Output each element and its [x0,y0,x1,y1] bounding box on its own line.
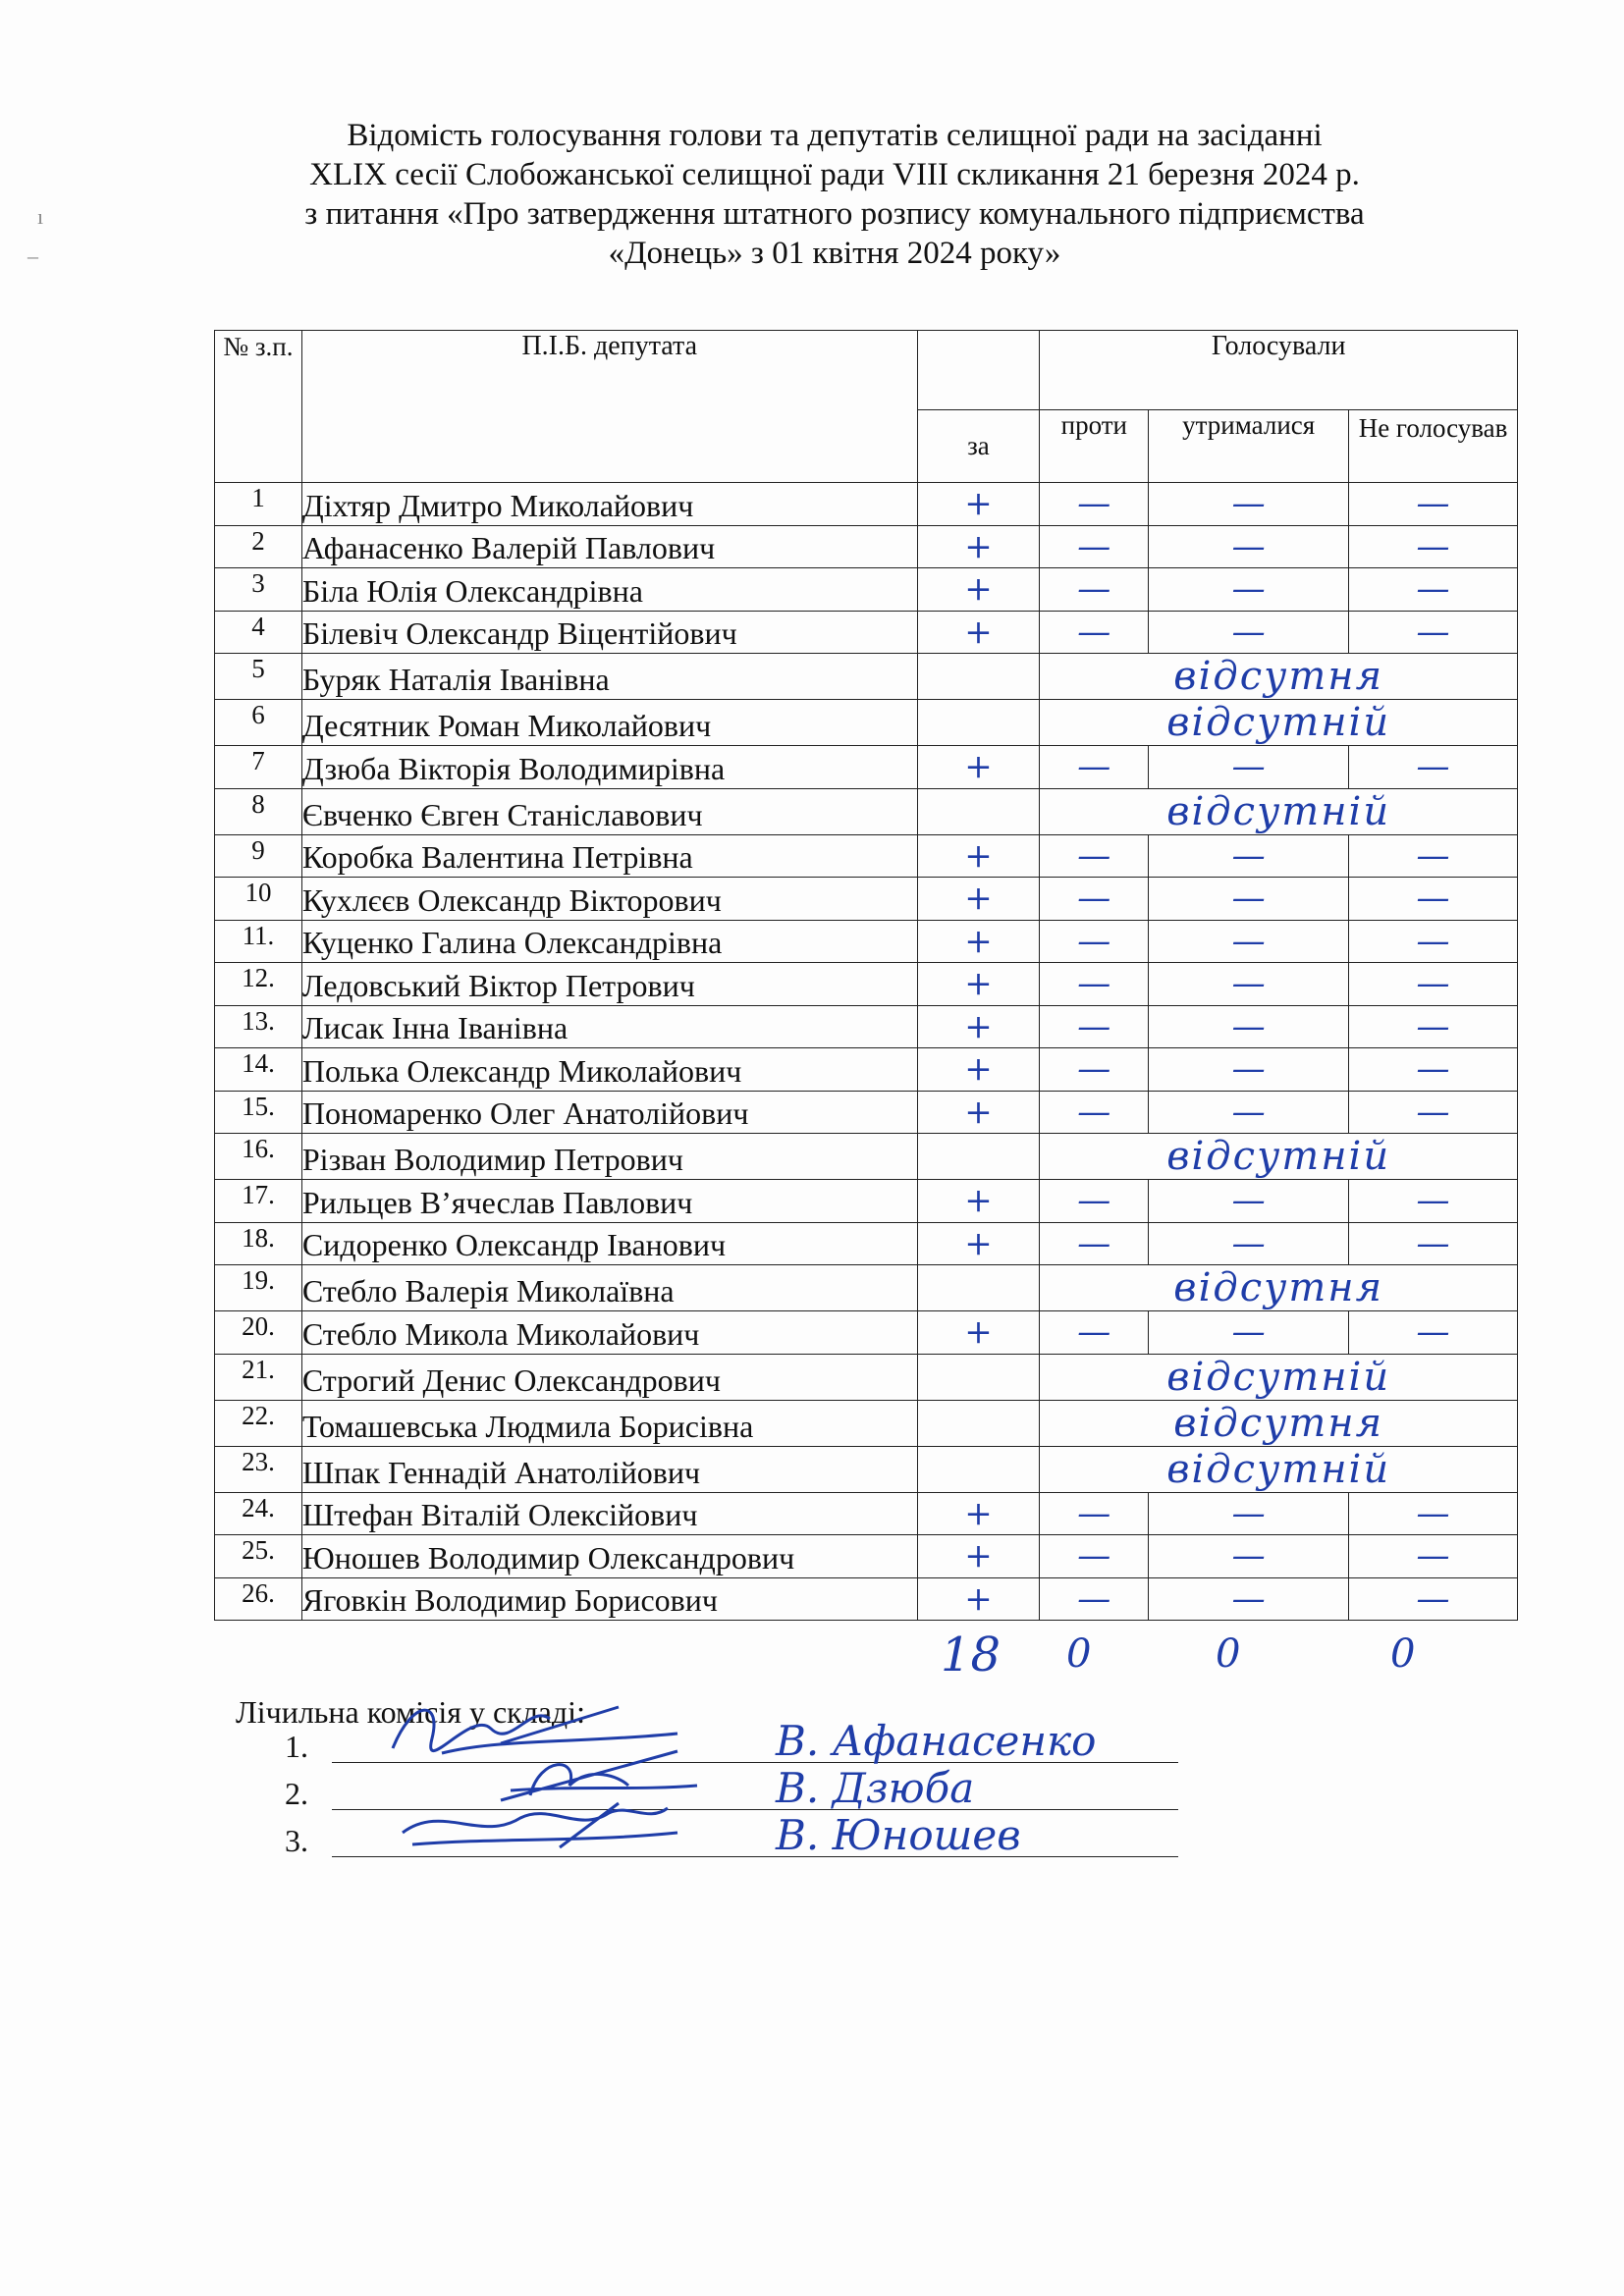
vote-za: + [917,920,1040,963]
vote-za: + [917,878,1040,921]
vote-proty: — [1040,568,1149,612]
absent-mark: відсутній [1040,700,1518,746]
vote-utrymalysia: — [1149,1577,1349,1621]
member-number: 3. [285,1823,308,1858]
table-row [215,611,1518,654]
total-za: 18 [941,1628,1001,1682]
vote-za: + [917,525,1040,568]
table-row [215,1492,1518,1535]
title-line: XLIX сесії Слобожанської селищної ради VIII скликання 21 березня 2024 р. [309,157,1360,192]
vote-ne-holosuvav: — [1349,1311,1518,1355]
vote-proty: — [1040,1180,1149,1223]
vote-proty: — [1040,878,1149,921]
vote-ne-holosuvav: — [1349,1492,1518,1535]
total-ne-holosuvav: 0 [1390,1631,1416,1677]
vote-proty: — [1040,1492,1149,1535]
vote-utrymalysia: — [1149,963,1349,1006]
row-number: 2 [215,525,302,568]
table-row [215,1091,1518,1134]
deputy-name: Яговкін Володимир Борисович [301,1577,917,1621]
vote-ne-holosuvav: — [1349,746,1518,789]
table-row [215,1265,1518,1311]
vote-utrymalysia: — [1149,1180,1349,1223]
vote-za: + [917,746,1040,789]
deputy-name: Діхтяр Дмитро Миколайович [301,483,917,526]
header-name: П.І.Б. депутата [301,331,917,483]
deputy-name: Штефан Віталій Олексійович [301,1492,917,1535]
row-number: 14. [215,1048,302,1092]
vote-proty: — [1040,746,1149,789]
signature-image [383,1793,707,1863]
table-row [215,483,1518,526]
row-number: 4 [215,611,302,654]
deputy-name: Десятник Роман Миколайович [301,700,917,746]
vote-za: + [917,483,1040,526]
vote-utrymalysia: — [1149,1311,1349,1355]
member-number: 1. [285,1729,308,1764]
vote-za: + [917,1048,1040,1092]
row-number: 21. [215,1354,302,1400]
vote-za [917,788,1040,834]
vote-utrymalysia: — [1149,1048,1349,1092]
vote-utrymalysia: — [1149,483,1349,526]
vote-proty: — [1040,1577,1149,1621]
vote-za [917,1134,1040,1180]
table-row [215,1005,1518,1048]
vote-proty: — [1040,1535,1149,1578]
vote-utrymalysia: — [1149,1005,1349,1048]
vote-za [917,1400,1040,1446]
deputy-name: Томашевська Людмила Борисівна [301,1400,917,1446]
vote-ne-holosuvav: — [1349,1180,1518,1223]
row-number: 7 [215,746,302,789]
vote-za: + [917,1492,1040,1535]
vote-utrymalysia: — [1149,1222,1349,1265]
absent-mark: відсутній [1040,1446,1518,1492]
row-number: 3 [215,568,302,612]
vote-za: + [917,1091,1040,1134]
vote-za: + [917,834,1040,878]
vote-proty: — [1040,483,1149,526]
vote-za: + [917,568,1040,612]
row-number: 18. [215,1222,302,1265]
table-row [215,1311,1518,1355]
commission-label: Лічильна комісія у складі: [236,1694,585,1730]
vote-ne-holosuvav: — [1349,1048,1518,1092]
vote-ne-holosuvav: — [1349,1577,1518,1621]
deputy-name: Сидоренко Олександр Іванович [301,1222,917,1265]
member-name: В. Дзюба [776,1764,975,1812]
commission-member [285,1811,1178,1863]
absent-mark: відсутня [1040,1400,1518,1446]
table-row [215,746,1518,789]
vote-za: + [917,1577,1040,1621]
vote-utrymalysia: — [1149,746,1349,789]
document-title [196,116,1473,273]
table-row [215,654,1518,700]
vote-proty: — [1040,1048,1149,1092]
deputy-name: Різван Володимир Петрович [301,1134,917,1180]
deputy-name: Лисак Інна Іванівна [301,1005,917,1048]
table-row [215,1134,1518,1180]
member-name: В. Юношев [776,1811,1021,1859]
header-num: № з.п. [215,331,302,483]
title-line: Відомість голосування голови та депутатів селищної ради на засіданні [347,118,1323,153]
vote-ne-holosuvav: — [1349,1222,1518,1265]
table-row [215,920,1518,963]
table-row [215,834,1518,878]
voting-table [214,330,1518,1621]
absent-mark: відсутня [1040,654,1518,700]
deputy-name: Білевіч Олександр Віцентійович [301,611,917,654]
absent-mark: відсутня [1040,1265,1518,1311]
deputy-name: Афанасенко Валерій Павлович [301,525,917,568]
row-number: 12. [215,963,302,1006]
absent-mark: відсутній [1040,788,1518,834]
row-number: 9 [215,834,302,878]
table-row [215,1222,1518,1265]
row-number: 20. [215,1311,302,1355]
table-row [215,1577,1518,1621]
row-number: 23. [215,1446,302,1492]
header-utrymalysia: утрималися [1149,410,1349,483]
vote-za [917,1354,1040,1400]
total-proty: 0 [1066,1631,1092,1677]
vote-za: + [917,963,1040,1006]
vote-utrymalysia: — [1149,1492,1349,1535]
header-ne-holosuvav: Не голосував [1349,410,1518,483]
row-number: 19. [215,1265,302,1311]
title-line: «Донець» з 01 квітня 2024 року» [608,236,1061,271]
vote-ne-holosuvav: — [1349,963,1518,1006]
row-number: 22. [215,1400,302,1446]
vote-proty: — [1040,963,1149,1006]
vote-za: + [917,1005,1040,1048]
vote-proty: — [1040,1222,1149,1265]
vote-ne-holosuvav: — [1349,611,1518,654]
row-number: 25. [215,1535,302,1578]
table-row [215,878,1518,921]
absent-mark: відсутній [1040,1354,1518,1400]
absent-mark: відсутній [1040,1134,1518,1180]
header-blank [917,331,1040,410]
table-row [215,1048,1518,1092]
member-number: 2. [285,1776,308,1811]
vote-utrymalysia: — [1149,525,1349,568]
table-row [215,963,1518,1006]
deputy-name: Шпак Геннадій Анатолійович [301,1446,917,1492]
deputy-name: Стебло Микола Миколайович [301,1311,917,1355]
vote-totals [214,1628,1518,1686]
vote-ne-holosuvav: — [1349,920,1518,963]
row-number: 13. [215,1005,302,1048]
table-row [215,1535,1518,1578]
deputy-name: Коробка Валентина Петрівна [301,834,917,878]
deputy-name: Біла Юлія Олександрівна [301,568,917,612]
vote-proty: — [1040,1005,1149,1048]
vote-proty: — [1040,1091,1149,1134]
vote-za: + [917,1222,1040,1265]
row-number: 10 [215,878,302,921]
deputy-name: Куценко Галина Олександрівна [301,920,917,963]
vote-utrymalysia: — [1149,568,1349,612]
total-utrymalysia: 0 [1216,1631,1241,1677]
vote-proty: — [1040,1311,1149,1355]
title-line: з питання «Про затвердження штатного розпису комунального підприємства [304,196,1365,232]
table-row [215,525,1518,568]
table-row [215,1446,1518,1492]
deputy-name: Кухлєєв Олександр Вікторович [301,878,917,921]
vote-za [917,1265,1040,1311]
margin-mark: ‒ [27,243,38,268]
vote-za: + [917,1311,1040,1355]
vote-za: + [917,1180,1040,1223]
vote-za [917,1446,1040,1492]
row-number: 15. [215,1091,302,1134]
vote-proty: — [1040,611,1149,654]
deputy-name: Ледовський Віктор Петрович [301,963,917,1006]
vote-ne-holosuvav: — [1349,1535,1518,1578]
vote-ne-holosuvav: — [1349,834,1518,878]
margin-mark: ı [37,204,44,229]
vote-utrymalysia: — [1149,878,1349,921]
vote-utrymalysia: — [1149,1535,1349,1578]
table-row [215,1180,1518,1223]
deputy-name: Євченко Євген Станіславович [301,788,917,834]
vote-proty: — [1040,525,1149,568]
table-row [215,788,1518,834]
deputy-name: Пономаренко Олег Анатолійович [301,1091,917,1134]
vote-utrymalysia: — [1149,920,1349,963]
table-row [215,700,1518,746]
row-number: 1 [215,483,302,526]
row-number: 16. [215,1134,302,1180]
vote-ne-holosuvav: — [1349,483,1518,526]
vote-za [917,654,1040,700]
header-voted: Голосували [1040,331,1518,410]
member-name: В. Афанасенко [776,1717,1097,1765]
deputy-name: Полька Олександр Миколайович [301,1048,917,1092]
row-number: 24. [215,1492,302,1535]
vote-proty: — [1040,834,1149,878]
header-proty: проти [1040,410,1149,483]
deputy-name: Стебло Валерія Миколаївна [301,1265,917,1311]
table-row [215,568,1518,612]
vote-ne-holosuvav: — [1349,1005,1518,1048]
vote-ne-holosuvav: — [1349,568,1518,612]
vote-proty: — [1040,920,1149,963]
row-number: 5 [215,654,302,700]
deputy-name: Буряк Наталія Іванівна [301,654,917,700]
deputy-name: Юношев Володимир Олександрович [301,1535,917,1578]
header-za: за [917,410,1040,483]
table-row [215,1400,1518,1446]
deputy-name: Дзюба Вікторія Володимирівна [301,746,917,789]
row-number: 6 [215,700,302,746]
row-number: 26. [215,1577,302,1621]
table-row [215,1354,1518,1400]
vote-ne-holosuvav: — [1349,525,1518,568]
vote-utrymalysia: — [1149,611,1349,654]
vote-utrymalysia: — [1149,1091,1349,1134]
vote-ne-holosuvav: — [1349,878,1518,921]
vote-za: + [917,611,1040,654]
row-number: 11. [215,920,302,963]
deputy-name: Строгий Денис Олександрович [301,1354,917,1400]
row-number: 17. [215,1180,302,1223]
row-number: 8 [215,788,302,834]
vote-za: + [917,1535,1040,1578]
vote-za [917,700,1040,746]
vote-utrymalysia: — [1149,834,1349,878]
deputy-name: Рильцев В’ячеслав Павлович [301,1180,917,1223]
vote-ne-holosuvav: — [1349,1091,1518,1134]
